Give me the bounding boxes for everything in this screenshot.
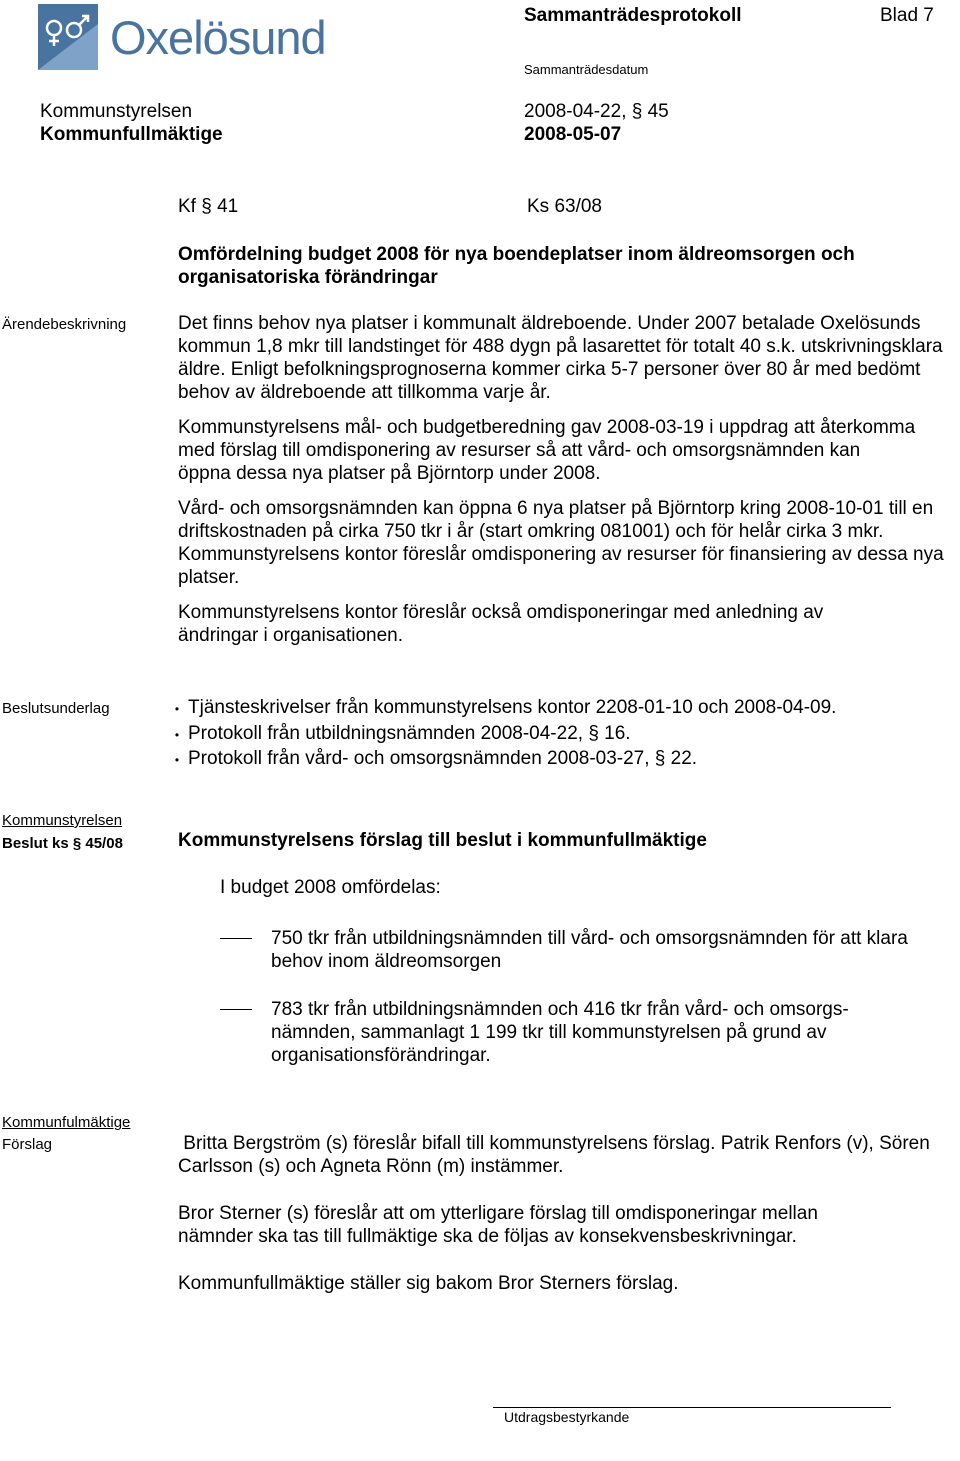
kf-forslag-body [178,1132,953,1295]
meeting-date-kf: 2008-05-07 [524,124,622,145]
list-item-text: Protokoll från utbildningsnämnden 2008-04-22, § 16. [188,722,631,744]
meeting-date-ks: 2008-04-22, § 45 [524,101,669,122]
footer-verification: Utdragsbestyrkande [504,1409,630,1425]
list-item [166,722,836,748]
list-item [166,696,836,722]
logo-wordmark: Oxelösund [110,11,326,64]
beslut-org-label: Kommunstyrelsen [2,812,123,829]
kf-paragraph: Kommunfullmäktige ställer sig bakom Bror Sterners förslag. [178,1273,679,1294]
document-title: Sammanträdesprotokoll [524,5,742,26]
kf-org-label: Kommunfulmäktige [2,1114,131,1131]
beslut-item [220,927,920,973]
bullet-icon: • [174,753,180,767]
ks-case-ref: Ks 63/08 [527,196,602,217]
arende-label: Ärendebeskrivning [2,316,127,333]
arende-paragraph: Kommunstyrelsens kontor föreslår också omdisponeringar med anledning av ändringar i organisationen. [178,602,824,646]
arende-paragraph: Det finns behov nya platser i kommunalt äldreboende. Under 2007 betalade Oxelösunds kommun 1,8 mkr till landstinget för 488 dygn på lasarettet för totalt 40 s.k. utskrivningsklara äldre. Enligt befolkningsprognoserna kommer cirka 5-7 personer över 80 år med bedömt behov av äldreboende att tillkomma varje år. [178,313,943,403]
case-subject: Omfördelning budget 2008 för nya boendeplatser inom äldreomsorgen och organisatoriska förändringar [178,244,855,288]
beslut-intro: I budget 2008 omfördelas: [220,877,441,898]
beslut-item [220,998,910,1067]
page-number: Blad 7 [880,5,934,26]
bullet-icon: • [174,727,180,742]
beslutsunderlag-label: Beslutsunderlag [2,700,110,717]
org-kommunfullmaktige: Kommunfullmäktige [40,124,223,145]
beslut-item-text: 750 tkr från utbildningsnämnden till vård- och omsorgsnämnden för att klara behov inom äldreomsorgen [271,928,908,972]
kf-paragraph-ref: Kf § 41 [178,196,239,217]
arende-paragraph: Kommunstyrelsens mål- och budgetberedning gav 2008-03-19 i uppdrag att återkomma med förslag till omdisponering av resurser så att vård- och omsorgsnämnden kan öppna dessa nya platser på Björntorp under 2008. [178,417,916,484]
kf-paragraph: Bror Sterner (s) föreslår att om ytterligare förslag till omdisponeringar mellan nämnder ska tas till fullmäktige ska de följas av konsekvensbeskrivningar. [178,1203,818,1247]
list-item [166,747,836,773]
dash-icon [220,938,252,939]
beslut-ref-label: Beslut ks § 45/08 [2,835,123,852]
meeting-date-label: Sammanträdesdatum [524,62,649,77]
kf-paragraph: Britta Bergström (s) föreslår bifall till kommunstyrelsens förslag. Patrik Renfors (v), Sören Carlsson (s) och Agneta Rönn (m) instämmer. [178,1133,936,1177]
list-item-text: Protokoll från vård- och omsorgsnämnden 2008-03-27, § 22. [188,748,698,769]
beslut-title: Kommunstyrelsens förslag till beslut i kommunfullmäktige [178,830,707,851]
arende-paragraph: Vård- och omsorgsnämnden kan öppna 6 nya platser på Björntorp kring 2008-10-01 till en driftskostnaden på cirka 750 tkr i år (start omkring 081001) och för helår cirka 3 mkr. Kommunstyrelsens kontor föreslår omdisponering av resurser för finansiering av dessa nya platser. [178,498,944,588]
arende-body [178,312,948,659]
beslutsunderlag-list [166,696,836,773]
list-item-text: Tjänsteskrivelser från kommunstyrelsens kontor 2208-01-10 och 2008-04-09. [188,697,837,718]
footer-divider [493,1407,891,1408]
bullet-icon: • [174,702,180,716]
org-kommunstyrelsen: Kommunstyrelsen [40,101,193,122]
dash-icon [220,1009,252,1010]
beslut-item-text: 783 tkr från utbildningsnämnden och 416 tkr från vård- och omsorgs-nämnden, sammanlagt 1 199 tkr till kommunstyrelsen på grund av organisationsförändringar. [271,999,849,1066]
kf-forslag-label: Förslag [2,1136,53,1153]
